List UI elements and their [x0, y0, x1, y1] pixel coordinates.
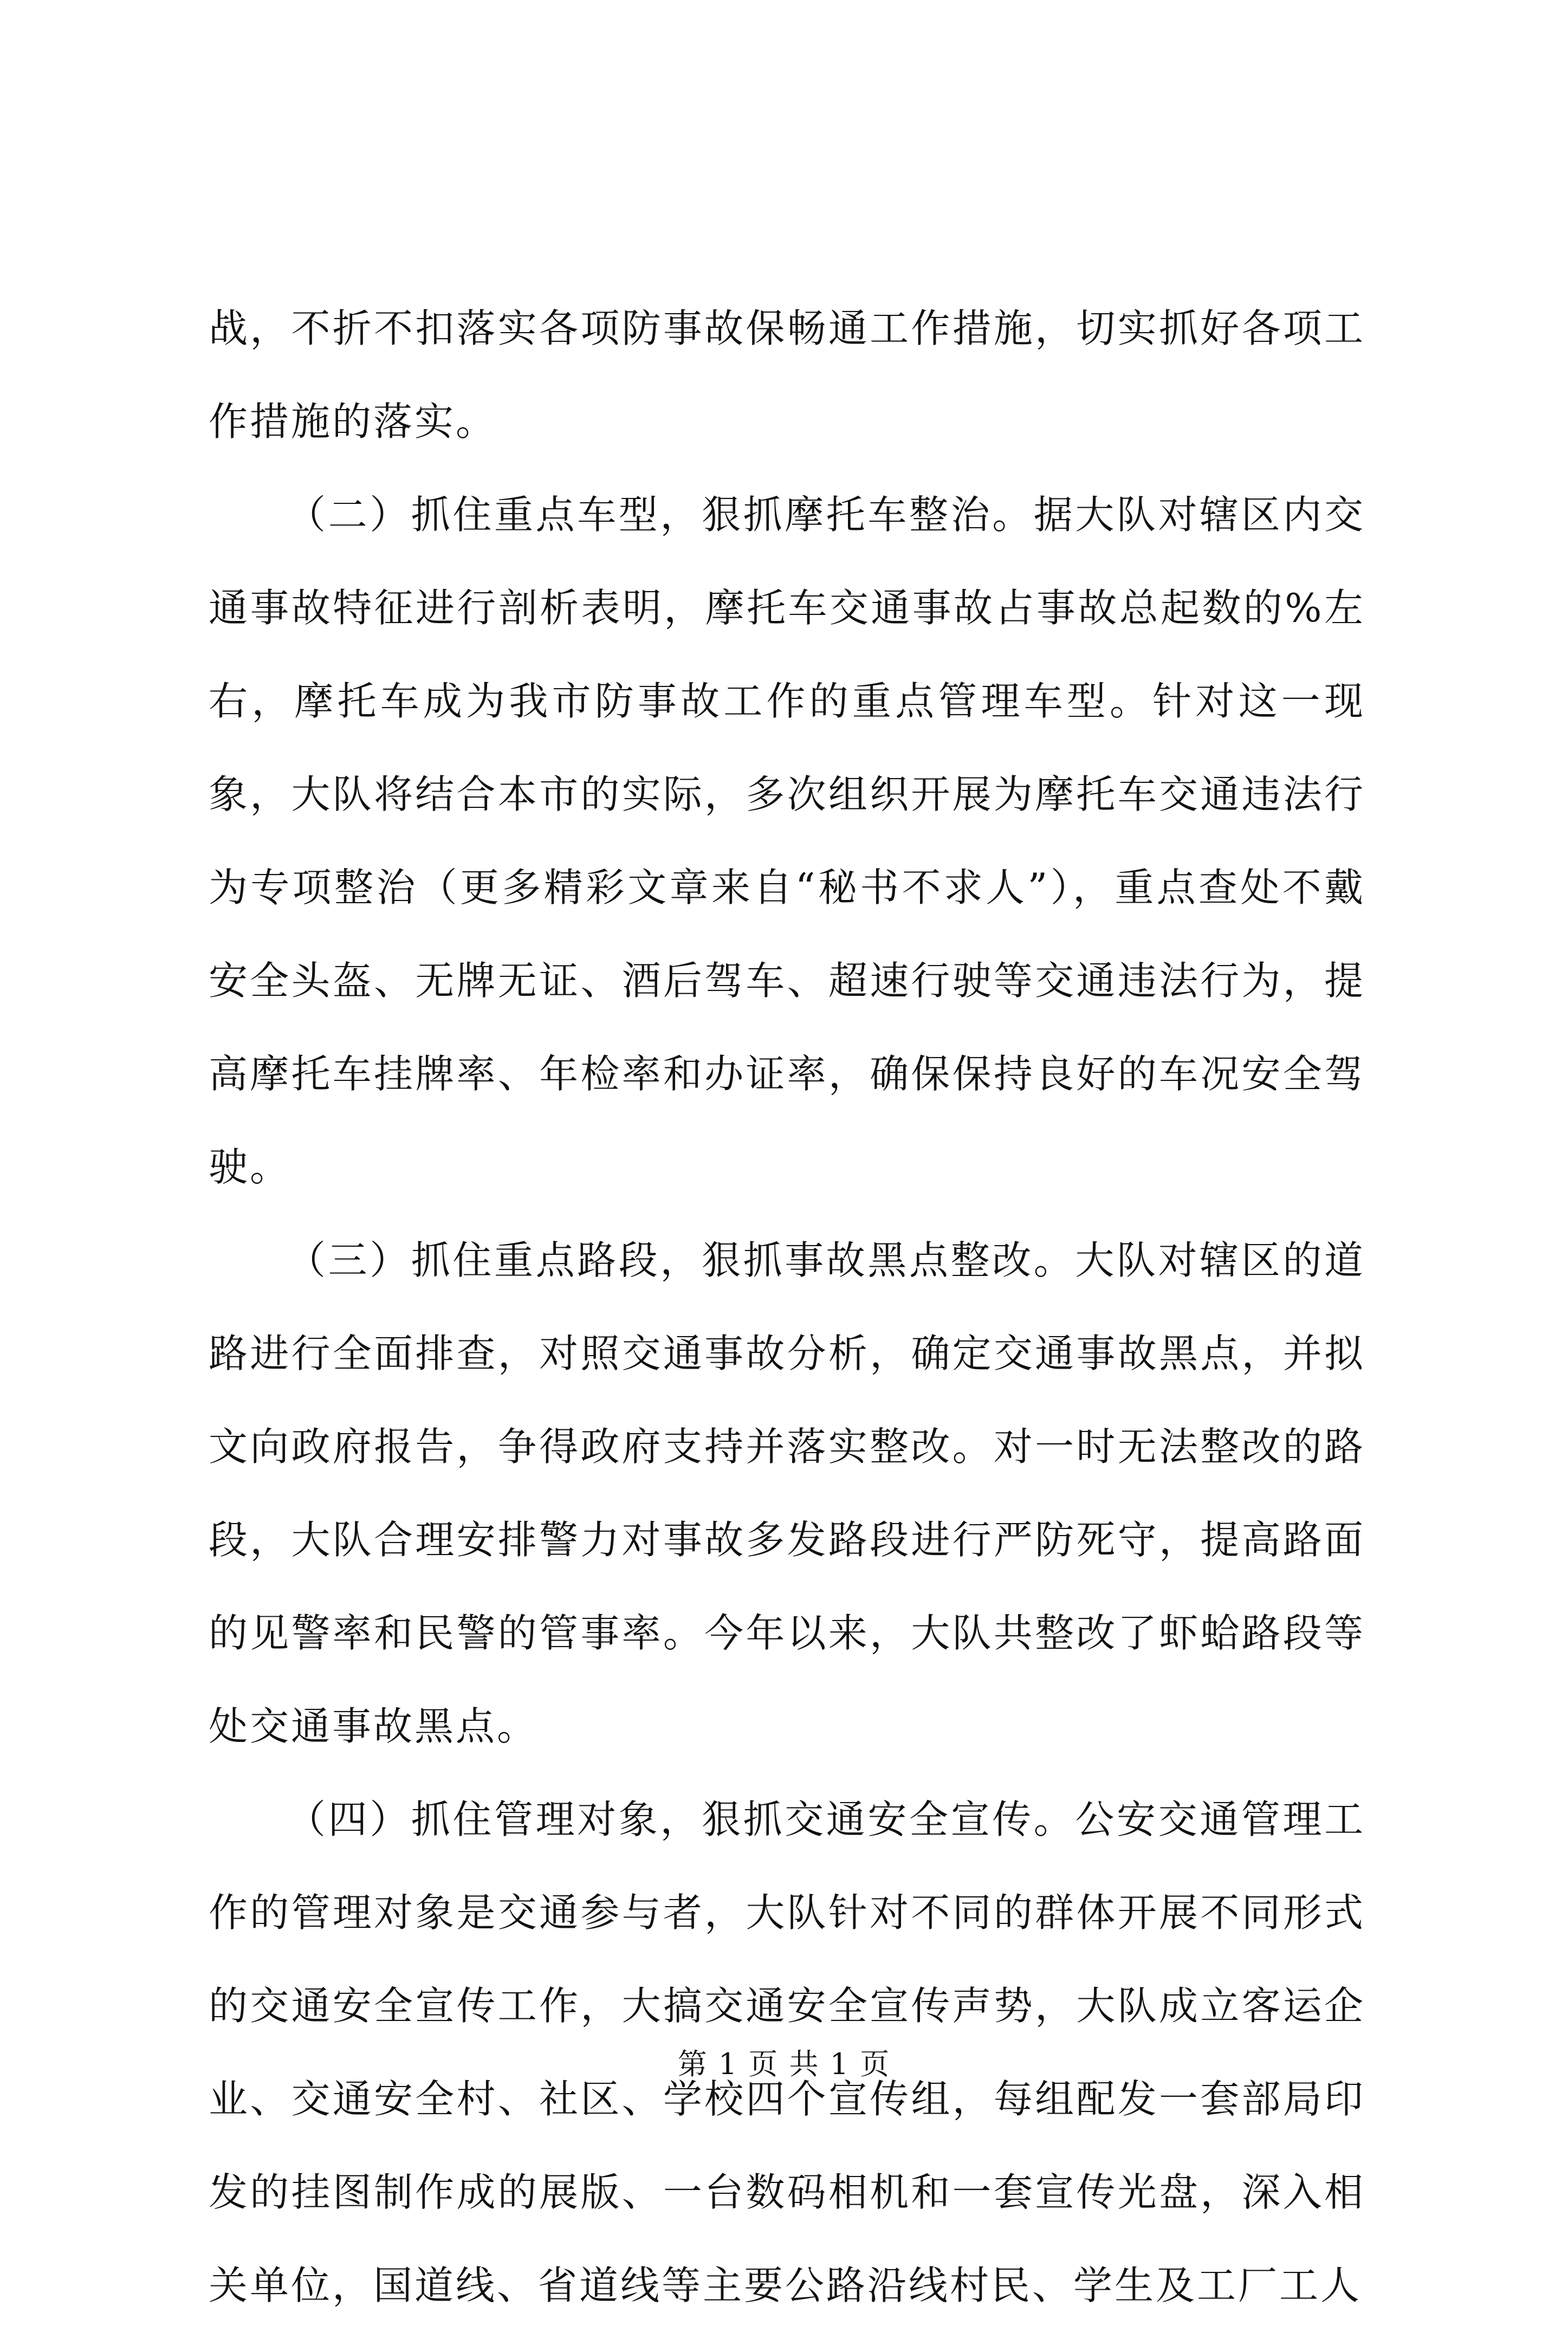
paragraph-section-4: （四）抓住管理对象，狠抓交通安全宣传。公安交通管理工作的管理对象是交通参与者，大队针对不同的群体开展不同形式的交通安全宣传工作，大搞交通安全宣传声势，大队成立客运企业、交通安全村、社区、学校四个宣传组，每组配发一套部局印发的挂图制作成的展版、一台数码相机和一套宣传光盘，深入相关单位，国道线、省道线等主要公路沿线村民、学生及工厂工人 [209, 1797, 1365, 2308]
paragraph-section-3: （三）抓住重点路段，狠抓事故黑点整改。大队对辖区的道路进行全面排查，对照交通事故分析，确定交通事故黑点，并拟文向政府报告，争得政府支持并落实整改。对一时无法整改的路段，大队合理安排警力对事故多发路段进行严防死守，提高路面的见警率和民警的管事率。今年以来，大队共整改了虾蛤路段等处交通事故黑点。 [209, 1238, 1365, 1749]
page-number-footer: 第 1 页 共 1 页 [677, 2047, 891, 2081]
paragraph-section-2: （二）抓住重点车型，狠抓摩托车整治。据大队对辖区内交通事故特征进行剖析表明，摩托车交通事故占事故总起数的%左右，摩托车成为我市防事故工作的重点管理车型。针对这一现象，大队将结合本市的实际，多次组织开展为摩托车交通违法行为专项整治（更多精彩文章来自“秘书不求人”），重点查处不戴安全头盔、无牌无证、酒后驾车、超速行驶等交通违法行为，提高摩托车挂牌率、年检率和办证率，确保保持良好的车况安全驾驶。 [209, 492, 1365, 1190]
document-body [209, 282, 1365, 2332]
paragraph-continuation: 战，不折不扣落实各项防事故保畅通工作措施，切实抓好各项工作措施的落实。 [209, 306, 1365, 444]
